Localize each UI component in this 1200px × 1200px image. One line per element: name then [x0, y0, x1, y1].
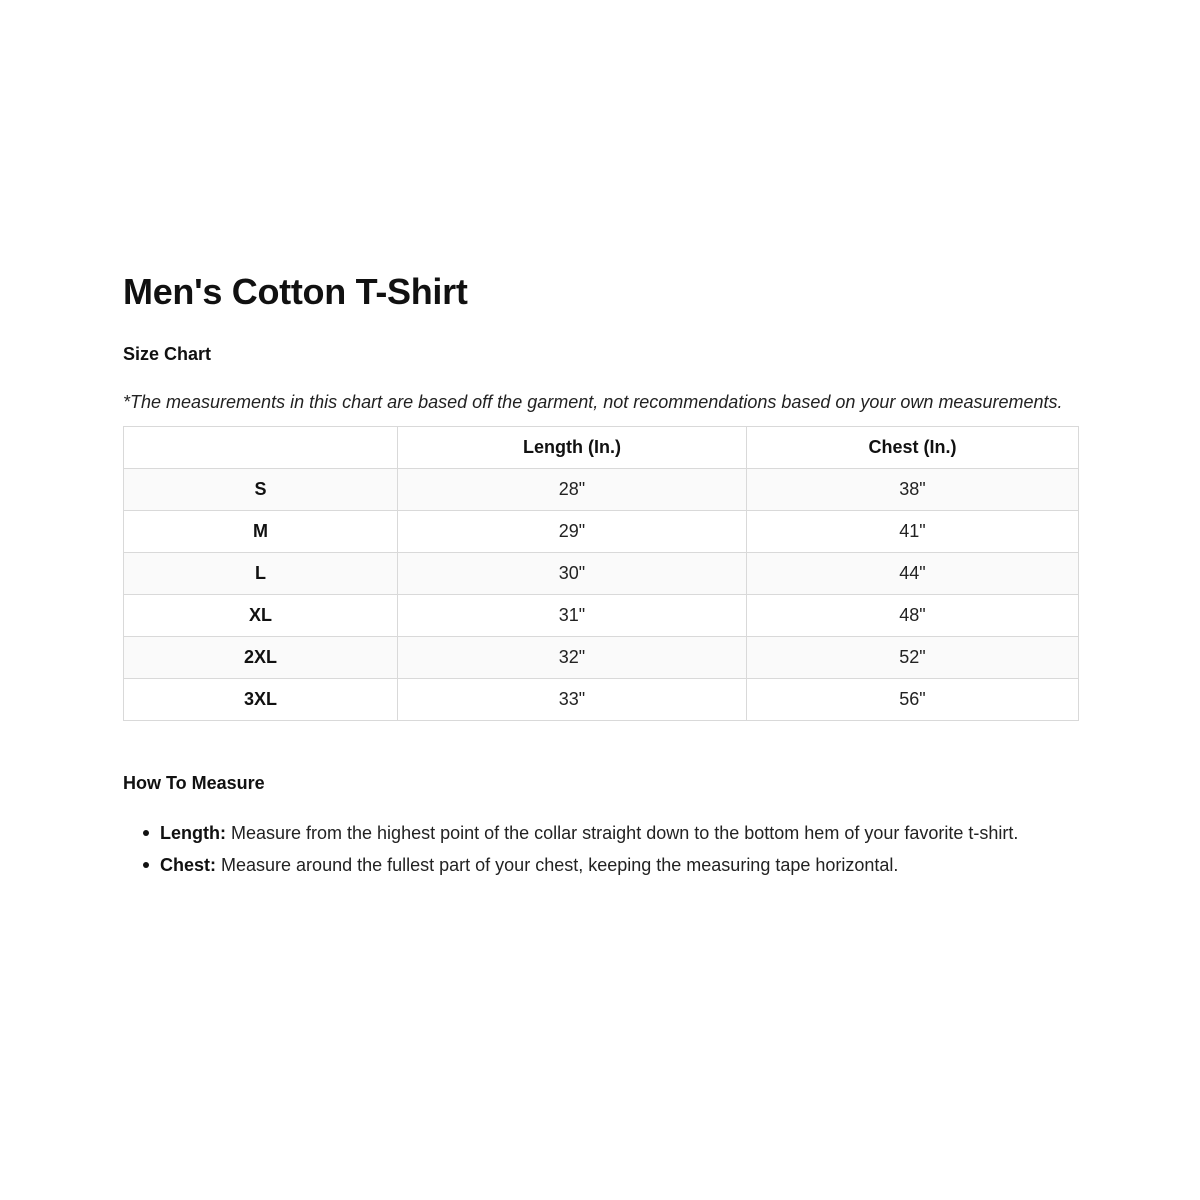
measure-text: Measure from the highest point of the collar straight down to the bottom hem of your favorite t-shirt. — [225, 823, 1019, 843]
size-guide-content — [123, 268, 1078, 881]
table-row — [124, 511, 1079, 553]
size-cell: L — [124, 553, 398, 595]
measure-text: Measure around the fullest part of your chest, keeping the measuring tape horizontal. — [216, 855, 899, 875]
chest-cell: 44" — [747, 553, 1079, 595]
size-cell: M — [124, 511, 398, 553]
size-cell: 2XL — [124, 637, 398, 679]
table-header-row — [124, 427, 1079, 469]
size-cell: XL — [124, 595, 398, 637]
table-row — [124, 679, 1079, 721]
length-cell: 33" — [398, 679, 747, 721]
length-cell: 32" — [398, 637, 747, 679]
table-row — [124, 637, 1079, 679]
table-row — [124, 595, 1079, 637]
header-chest: Chest (In.) — [747, 427, 1079, 469]
header-length: Length (In.) — [398, 427, 747, 469]
chest-cell: 52" — [747, 637, 1079, 679]
bullet-icon — [143, 830, 149, 836]
chest-cell: 56" — [747, 679, 1079, 721]
size-chart-table — [123, 426, 1079, 721]
table-row — [124, 469, 1079, 511]
measure-term: Chest: — [160, 855, 217, 875]
length-cell: 31" — [398, 595, 747, 637]
size-chart-heading: Size Chart — [123, 344, 212, 364]
list-item — [160, 817, 1078, 849]
table-row — [124, 553, 1079, 595]
measurement-note: *The measurements in this chart are based off the garment, not recommendations based on your own measurements. — [123, 392, 1063, 412]
list-item — [160, 849, 1078, 881]
chest-cell: 41" — [747, 511, 1079, 553]
length-cell: 29" — [398, 511, 747, 553]
length-cell: 28" — [398, 469, 747, 511]
bullet-icon — [143, 862, 149, 868]
chest-cell: 48" — [747, 595, 1079, 637]
measure-term: Length: — [160, 823, 226, 843]
page-title: Men's Cotton T-Shirt — [123, 271, 468, 312]
measure-instructions-list — [123, 817, 1078, 881]
length-cell: 30" — [398, 553, 747, 595]
size-cell: S — [124, 469, 398, 511]
header-size — [124, 427, 398, 469]
size-cell: 3XL — [124, 679, 398, 721]
how-to-measure-heading: How To Measure — [123, 773, 265, 793]
chest-cell: 38" — [747, 469, 1079, 511]
